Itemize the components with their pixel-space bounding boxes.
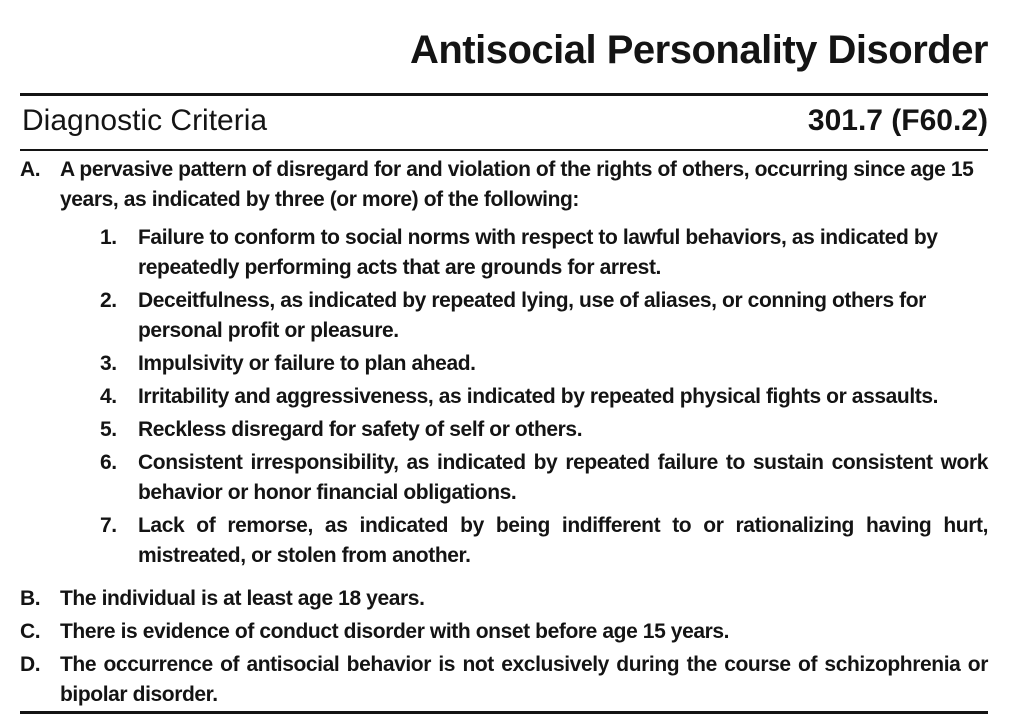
item-text: Failure to conform to social norms with respect to lawful behaviors, as indicated by repeatedly performing acts that are grounds for arrest.	[138, 226, 938, 279]
criteria-page	[20, 0, 988, 727]
criterion-a-item-5	[100, 415, 988, 445]
item-number: 7.	[100, 514, 117, 537]
item-text: Lack of remorse, as indicated by being indifferent to or rationalizing having hurt, mistreated, or stolen from another.	[138, 514, 988, 567]
criterion-a-item-7	[100, 511, 988, 571]
criterion-text: A pervasive pattern of disregard for and violation of the rights of others, occurring since age 15 years, as indicated by three (or more) of the following:	[60, 158, 974, 211]
criterion-d	[20, 650, 988, 710]
criterion-a-item-1	[100, 223, 988, 283]
item-text: Reckless disregard for safety of self or others.	[138, 418, 583, 441]
item-number: 6.	[100, 451, 117, 474]
criterion-a-item-3	[100, 349, 988, 379]
criterion-body	[60, 155, 988, 574]
item-text: Deceitfulness, as indicated by repeated lying, use of aliases, or conning others for personal profit or pleasure.	[138, 289, 926, 342]
bottom-divider	[20, 711, 988, 714]
item-number: 1.	[100, 226, 117, 249]
criterion-a	[20, 155, 988, 574]
criteria-list	[20, 155, 988, 710]
item-text: Impulsivity or failure to plan ahead.	[138, 352, 476, 375]
criterion-marker: D.	[20, 653, 41, 676]
criterion-marker: A.	[20, 158, 41, 181]
criterion-c	[20, 617, 988, 647]
criterion-a-item-2	[100, 286, 988, 346]
criterion-text: The occurrence of antisocial behavior is not exclusively during the course of schizophrenia or bipolar disorder.	[60, 653, 988, 706]
item-number: 3.	[100, 352, 117, 375]
section-subtitle: Diagnostic Criteria	[22, 104, 268, 137]
section-header	[20, 101, 988, 141]
criterion-text: The individual is at least age 18 years.	[60, 587, 425, 610]
page-title: Antisocial Personality Disorder	[409, 28, 988, 72]
item-number: 5.	[100, 418, 117, 441]
criterion-a-sublist	[100, 223, 988, 571]
section-divider	[20, 149, 988, 151]
item-text: Irritability and aggressiveness, as indicated by repeated physical fights or assaults.	[138, 385, 939, 408]
item-text: Consistent irresponsibility, as indicated by repeated failure to sustain consistent work behavior or honor financial obligations.	[138, 451, 988, 504]
title-divider	[20, 93, 988, 96]
criterion-a-item-6	[100, 448, 988, 508]
criterion-b	[20, 584, 988, 614]
criterion-marker: C.	[20, 620, 41, 643]
criterion-text: There is evidence of conduct disorder with onset before age 15 years.	[60, 620, 730, 643]
criterion-a-item-4	[100, 382, 988, 412]
item-number: 4.	[100, 385, 117, 408]
item-number: 2.	[100, 289, 117, 312]
diagnostic-code: 301.7 (F60.2)	[807, 104, 988, 137]
criterion-marker: B.	[20, 587, 41, 610]
